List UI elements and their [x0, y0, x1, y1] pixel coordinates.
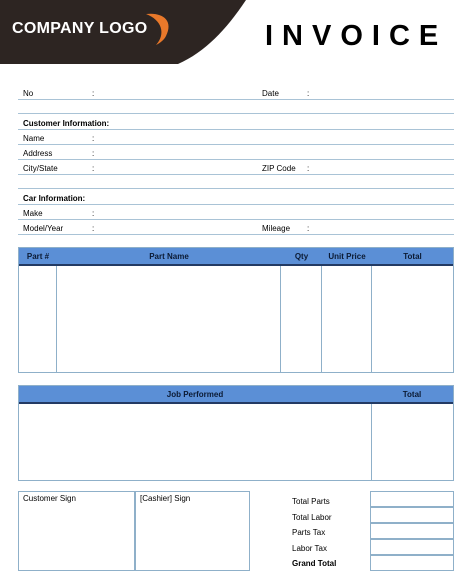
column-header-job-total: Total [402, 390, 422, 399]
parts-tax-label: Parts Tax [292, 528, 326, 537]
divider [18, 204, 454, 205]
field-line-address[interactable] [18, 159, 454, 160]
separator: : [307, 224, 310, 233]
total-labor-field[interactable] [370, 507, 454, 523]
column-header-qty: Qty [294, 252, 309, 261]
separator: : [92, 134, 95, 143]
separator: : [92, 89, 95, 98]
address-label: Address [23, 149, 53, 158]
field-line-model-year[interactable] [18, 234, 454, 235]
total-parts-label: Total Parts [292, 497, 330, 506]
field-line-city-state[interactable] [18, 174, 454, 175]
name-label: Name [23, 134, 45, 143]
invoice-title: INVOICE [265, 20, 448, 52]
separator: : [92, 149, 95, 158]
parts-table [18, 247, 454, 373]
cashier-sign-label: [Cashier] Sign [140, 494, 191, 503]
field-line-no[interactable] [18, 99, 454, 100]
separator: : [92, 209, 95, 218]
field-line-make[interactable] [18, 219, 454, 220]
labor-tax-field[interactable] [370, 539, 454, 555]
column-header-part-name: Part Name [149, 252, 189, 261]
total-parts-field[interactable] [370, 491, 454, 507]
logo-swoosh-icon [136, 10, 176, 46]
parts-table-header [19, 248, 453, 266]
separator: : [307, 164, 310, 173]
zip-code-label: ZIP Code [262, 164, 296, 173]
separator: : [92, 164, 95, 173]
customer-sign-box[interactable] [18, 491, 135, 571]
labor-tax-label: Labor Tax [292, 544, 327, 553]
model-year-label: Model/Year [23, 224, 64, 233]
date-label: Date [262, 89, 279, 98]
divider [18, 113, 454, 114]
jobs-table-header [19, 386, 453, 404]
jobs-table [18, 385, 454, 481]
company-logo: COMPANY LOGO [12, 20, 148, 37]
divider [18, 188, 454, 189]
divider [18, 129, 454, 130]
city-state-label: City/State [23, 164, 58, 173]
separator: : [307, 89, 310, 98]
jobs-table-body[interactable] [19, 406, 453, 480]
column-header-part-number: Part # [26, 252, 50, 261]
customer-sign-label: Customer Sign [23, 494, 76, 503]
field-line-name[interactable] [18, 144, 454, 145]
make-label: Make [23, 209, 43, 218]
grand-total-field[interactable] [370, 555, 454, 571]
car-section-title: Car Information: [23, 194, 86, 203]
parts-tax-field[interactable] [370, 523, 454, 539]
customer-section-title: Customer Information: [23, 119, 110, 128]
no-label: No [23, 89, 34, 98]
column-header-total: Total [403, 252, 422, 261]
column-header-job-performed: Job Performed [166, 390, 224, 399]
mileage-label: Mileage [262, 224, 291, 233]
cashier-sign-box[interactable] [135, 491, 250, 571]
separator: : [92, 224, 95, 233]
column-header-unit-price: Unit Price [328, 252, 366, 261]
parts-table-body[interactable] [19, 268, 453, 372]
grand-total-label: Grand Total [292, 559, 337, 568]
total-labor-label: Total Labor [292, 513, 332, 522]
